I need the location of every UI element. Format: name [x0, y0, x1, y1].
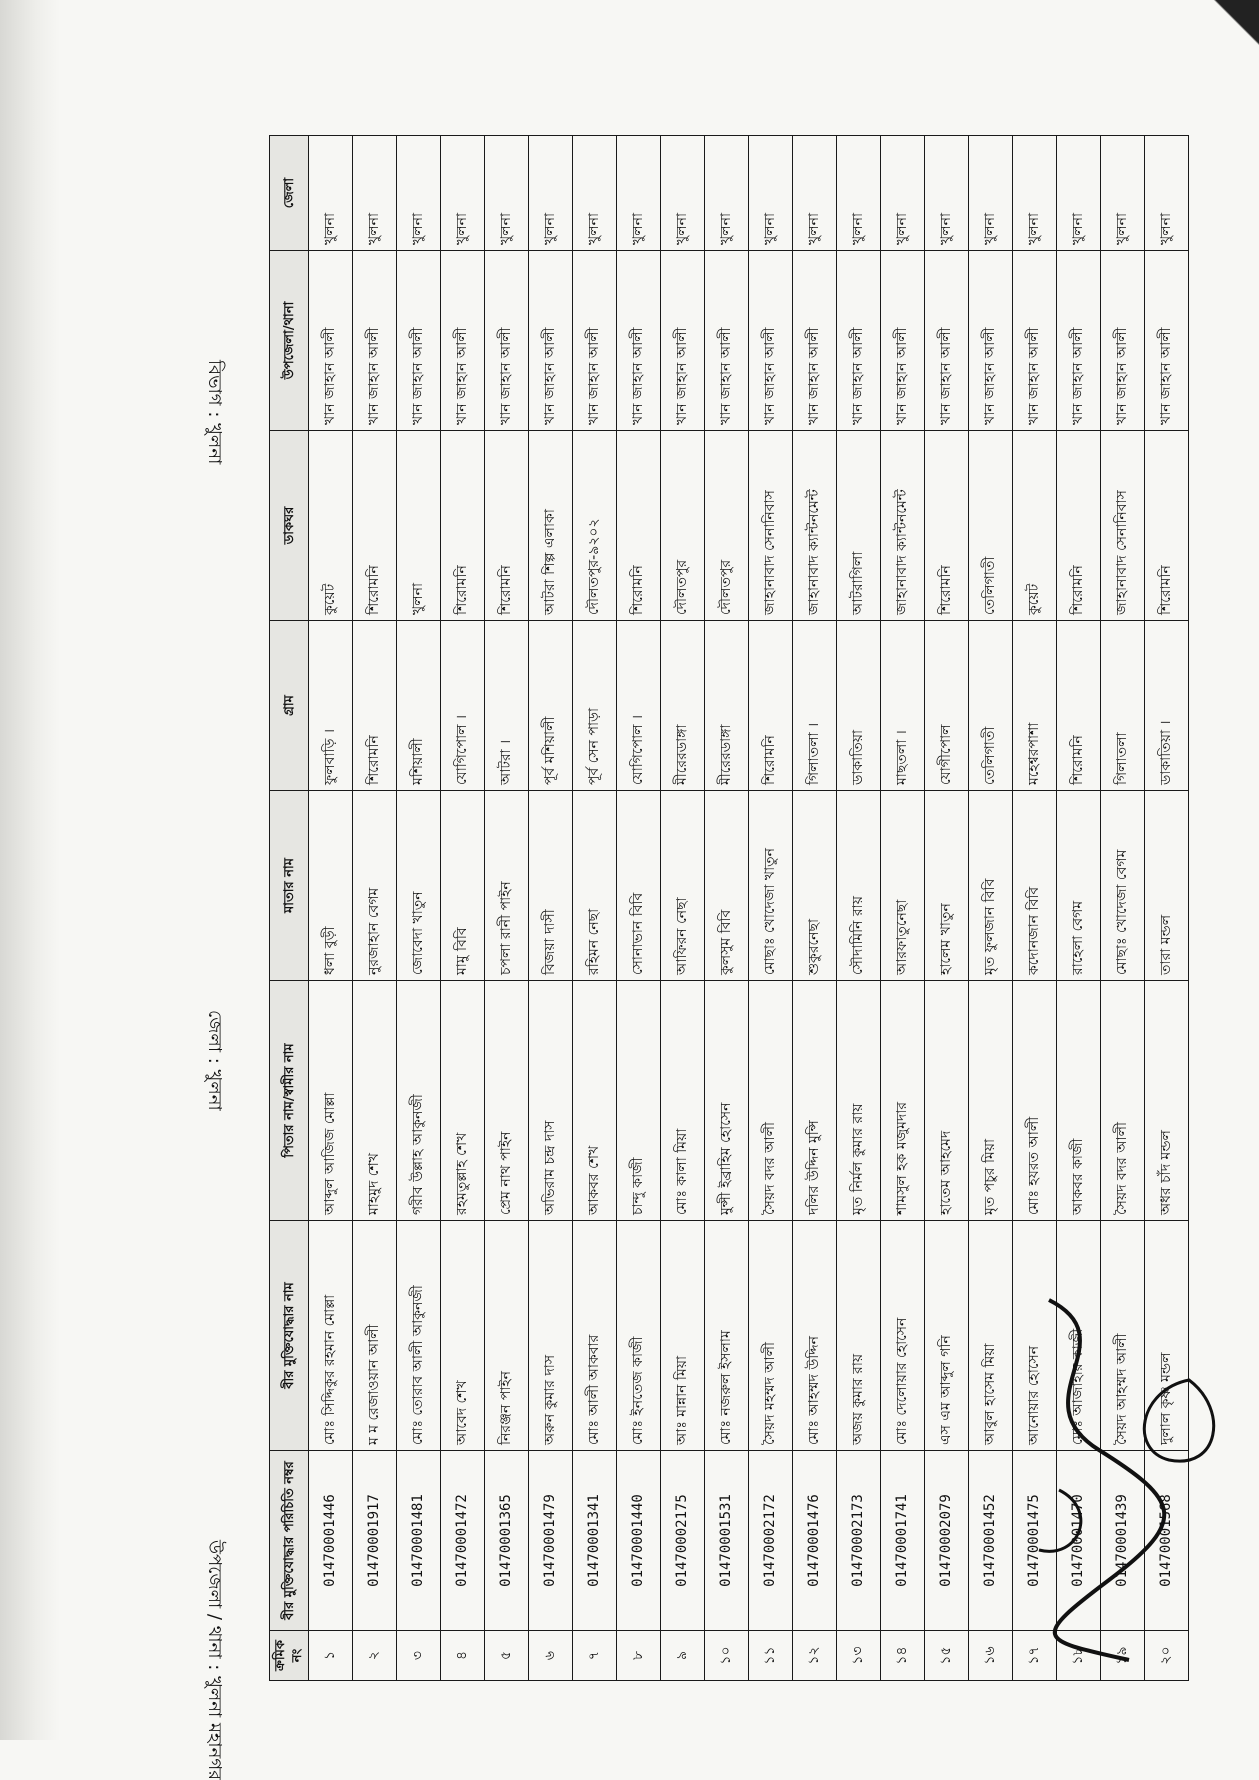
table-cell: আটরাগিলা: [837, 431, 881, 621]
table-cell: 01470001479: [529, 1451, 573, 1631]
table-cell: খুলনা: [617, 136, 661, 251]
table-cell: 01470001568: [1145, 1451, 1189, 1631]
table-cell: মোঃ দেলোয়ার হোসেন: [881, 1221, 925, 1451]
table-cell: শিরোমনি: [441, 431, 485, 621]
table-cell: খুলনা: [485, 136, 529, 251]
upazila-header: উপজেলা / থানা : খুলনা মহানগর: [204, 1540, 225, 1780]
table-cell: খান জাহান আলী: [397, 251, 441, 431]
table-cell: যোগিপোল ।: [617, 621, 661, 791]
table-cell: 01470001452: [969, 1451, 1013, 1631]
table-cell: খান জাহান আলী: [1145, 251, 1189, 431]
table-cell: খুলনা: [1101, 136, 1145, 251]
table-header-row: [270, 136, 309, 1681]
table-cell: খুলনা: [661, 136, 705, 251]
table-cell: ডাকাতিয়া ।: [1145, 621, 1189, 791]
table-cell: মোঃ কালা মিয়া: [661, 981, 705, 1221]
table-cell: চান্দু কাজী: [617, 981, 661, 1221]
table-cell: পূর্ব মশিয়ালী: [529, 621, 573, 791]
table-cell: ১১: [749, 1631, 793, 1681]
table-cell: জাহানাবাদ সেনানিবাস: [749, 431, 793, 621]
table-cell: মাছতলা ।: [881, 621, 925, 791]
table-cell: হাতেম আহমেদ: [925, 981, 969, 1221]
table-row: [353, 136, 397, 1681]
table-cell: খুলনা: [925, 136, 969, 251]
table-row: [309, 136, 353, 1681]
table-cell: ২: [353, 1631, 397, 1681]
table-cell: রহিমন নেছা: [573, 791, 617, 981]
table-cell: অরুন কুমার দাস: [529, 1221, 573, 1451]
column-header: বীর মুক্তিযোদ্ধার পরিচিতি নম্বর: [270, 1451, 309, 1631]
table-cell: শিরোমনি: [617, 431, 661, 621]
table-cell: মৃত ফুলজান বিবি: [969, 791, 1013, 981]
table-cell: 01470002079: [925, 1451, 969, 1631]
division-header: বিভাগ : খুলনা: [204, 360, 225, 465]
table-cell: 01470001472: [441, 1451, 485, 1631]
table-cell: 01470001917: [353, 1451, 397, 1631]
table-cell: জাহানাবাদ ক্যান্টনমেন্ট: [881, 431, 925, 621]
table-cell: এস এম আব্দুল গনি: [925, 1221, 969, 1451]
table-cell: আবেদ শেখ: [441, 1221, 485, 1451]
table-cell: জাহানাবাদ ক্যান্টনমেন্ট: [793, 431, 837, 621]
table-cell: দুলাল কৃষ্ণ মন্ডল: [1145, 1221, 1189, 1451]
table-row: [749, 136, 793, 1681]
table-cell: মোঃ সিদ্দিকুর রহমান মোল্লা: [309, 1221, 353, 1451]
table-cell: 01470001475: [1013, 1451, 1057, 1631]
table-cell: রাহেলা বেগম: [1057, 791, 1101, 981]
table-cell: ম ম রেজাওয়ান আলী: [353, 1221, 397, 1451]
table-cell: জোবেদা খাতুন: [397, 791, 441, 981]
table-cell: হালেম খাতুন: [925, 791, 969, 981]
table-cell: শিরোমনি: [353, 621, 397, 791]
table-cell: সৈয়দ আহম্মদ আলী: [1101, 1221, 1145, 1451]
table-cell: শিরোমনি: [1057, 431, 1101, 621]
table-cell: তেলিগাতী: [969, 431, 1013, 621]
table-cell: শিরোমনি: [925, 431, 969, 621]
table-cell: খুলনা: [705, 136, 749, 251]
table-cell: মোঃ নজরুল ইসলাম: [705, 1221, 749, 1451]
table-cell: ১৮: [1057, 1631, 1101, 1681]
signature-stamp-area: [989, 1260, 1249, 1680]
table-cell: আরফাতুনেছা: [881, 791, 925, 981]
table-cell: ১০: [705, 1631, 749, 1681]
table-cell: খান জাহান আলী: [1101, 251, 1145, 431]
table-cell: জাহানাবাদ সেনানিবাস: [1101, 431, 1145, 621]
table-cell: মোছাঃ খোদেজা খাতুন: [749, 791, 793, 981]
table-cell: আকবর শেখ: [573, 981, 617, 1221]
table-cell: 01470001341: [573, 1451, 617, 1631]
table-row: [925, 136, 969, 1681]
table-cell: ২০: [1145, 1631, 1189, 1681]
handwritten-signature: [989, 1260, 1249, 1680]
table-cell: ৩: [397, 1631, 441, 1681]
table-cell: খান জাহান আলী: [837, 251, 881, 431]
table-cell: 01470001741: [881, 1451, 925, 1631]
table-cell: খুলনা: [793, 136, 837, 251]
table-cell: খুলনা: [309, 136, 353, 251]
table-cell: সৈয়দ বদর আলী: [1101, 981, 1145, 1221]
table-row: [441, 136, 485, 1681]
table-cell: খান জাহান আলী: [881, 251, 925, 431]
table-cell: খান জাহান আলী: [485, 251, 529, 431]
table-cell: পূর্ব সেন পাড়া: [573, 621, 617, 791]
table-cell: খুলনা: [881, 136, 925, 251]
table-cell: খান জাহান আলী: [353, 251, 397, 431]
table-cell: মৃত নির্মল কুমার রায়: [837, 981, 881, 1221]
table-cell: ফুলবাড়ি ।: [309, 621, 353, 791]
table-cell: 01470001481: [397, 1451, 441, 1631]
table-row: [397, 136, 441, 1681]
column-header: গ্রাম: [270, 621, 309, 791]
table-cell: যোগীপোল: [925, 621, 969, 791]
table-cell: মাহমুদ শেখ: [353, 981, 397, 1221]
table-cell: খুলনা: [573, 136, 617, 251]
table-cell: 01470001439: [1101, 1451, 1145, 1631]
table-cell: মোছাঃ খোদেজা বেগম: [1101, 791, 1145, 981]
table-cell: শিরোমনি: [749, 621, 793, 791]
table-cell: মীরেরডাঙ্গা: [705, 621, 749, 791]
table-row: [661, 136, 705, 1681]
table-cell: অধর চাঁদ মন্ডল: [1145, 981, 1189, 1221]
table-cell: আবুল হাসেম মিয়া: [969, 1221, 1013, 1451]
table-cell: কুয়েট: [309, 431, 353, 621]
table-cell: তারা মন্ডল: [1145, 791, 1189, 981]
column-header: বীর মুক্তিযোদ্ধার নাম: [270, 1221, 309, 1451]
table-cell: খুলনা: [837, 136, 881, 251]
column-header: পিতার নাম/স্বামীর নাম: [270, 981, 309, 1221]
table-cell: সৌদামিনি রায়: [837, 791, 881, 981]
table-cell: আব্দুল আজিজ মোল্লা: [309, 981, 353, 1221]
table-cell: শিরোমনি: [1145, 431, 1189, 621]
table-cell: খুলনা: [749, 136, 793, 251]
table-cell: মোঃ আলী আকবার: [573, 1221, 617, 1451]
table-cell: ১২: [793, 1631, 837, 1681]
table-cell: চপলা রানী পাইন: [485, 791, 529, 981]
table-cell: মোঃ আহম্মদ উদ্দিন: [793, 1221, 837, 1451]
table-cell: খান জাহান আলী: [573, 251, 617, 431]
table-cell: প্রেম নাথ পাইন: [485, 981, 529, 1221]
table-cell: মোঃ হযরত আলী: [1013, 981, 1057, 1221]
table-cell: ১৩: [837, 1631, 881, 1681]
table-cell: খান জাহান আলী: [793, 251, 837, 431]
table-cell: খান জাহান আলী: [1013, 251, 1057, 431]
column-header: উপজেলা/থানা: [270, 251, 309, 431]
column-header: ক্রমিক নং: [270, 1631, 309, 1681]
table-cell: মামু বিবি: [441, 791, 485, 981]
table-cell: ১৫: [925, 1631, 969, 1681]
column-header: ডাকঘর: [270, 431, 309, 621]
table-cell: সৈয়দ মহম্মদ আলী: [749, 1221, 793, 1451]
table-cell: খুলনা: [353, 136, 397, 251]
table-cell: কদোনজান বিবি: [1013, 791, 1057, 981]
table-cell: খান জাহান আলী: [529, 251, 573, 431]
table-cell: ৮: [617, 1631, 661, 1681]
table-cell: খুলনা: [1013, 136, 1057, 251]
table-cell: বিজয়া দাসী: [529, 791, 573, 981]
table-cell: নিরঞ্জন পাইন: [485, 1221, 529, 1451]
table-cell: ৬: [529, 1631, 573, 1681]
table-cell: আটরা ।: [485, 621, 529, 791]
table-cell: সৈয়দ বদর আলী: [749, 981, 793, 1221]
table-cell: 01470001531: [705, 1451, 749, 1631]
table-cell: খান জাহান আলী: [969, 251, 1013, 431]
table-cell: ১৭: [1013, 1631, 1057, 1681]
table-cell: ৭: [573, 1631, 617, 1681]
table-cell: আনোয়ার হোসেন: [1013, 1221, 1057, 1451]
table-row: [837, 136, 881, 1681]
table-cell: তেলিগাতী: [969, 621, 1013, 791]
table-cell: খান জাহান আলী: [441, 251, 485, 431]
table-cell: আটরা শিল্প এলাকা: [529, 431, 573, 621]
table-cell: ১৯: [1101, 1631, 1145, 1681]
table-row: [573, 136, 617, 1681]
table-cell: রহমতুল্লাহ শেখ: [441, 981, 485, 1221]
table-cell: ৫: [485, 1631, 529, 1681]
table-cell: গিলাতলা ।: [793, 621, 837, 791]
table-cell: 01470002175: [661, 1451, 705, 1631]
table-cell: 01470001470: [1057, 1451, 1101, 1631]
table-cell: শিরোমনি: [485, 431, 529, 621]
table-cell: খান জাহান আলী: [661, 251, 705, 431]
table-cell: মৃত পচুর মিয়া: [969, 981, 1013, 1221]
table-cell: ৯: [661, 1631, 705, 1681]
table-row: [485, 136, 529, 1681]
table-cell: খুলনা: [397, 136, 441, 251]
table-cell: মোঃ তোরাব আলী আকুনজী: [397, 1221, 441, 1451]
table-cell: খান জাহান আলী: [705, 251, 749, 431]
table-cell: গিলাতলা: [1101, 621, 1145, 791]
table-cell: মীরেরডাঙ্গা: [661, 621, 705, 791]
table-cell: খুলনা: [969, 136, 1013, 251]
table-cell: খান জাহান আলী: [925, 251, 969, 431]
table-cell: কুয়েট: [1013, 431, 1057, 621]
table-cell: 01470001476: [793, 1451, 837, 1631]
table-cell: শিরোমনি: [1057, 621, 1101, 791]
table-cell: মোঃ ইনতেজ কাজী: [617, 1221, 661, 1451]
table-row: [617, 136, 661, 1681]
table-cell: দলির উদ্দিন মুন্সি: [793, 981, 837, 1221]
table-cell: ১৪: [881, 1631, 925, 1681]
table-cell: মশিয়ালী: [397, 621, 441, 791]
table-cell: ৪: [441, 1631, 485, 1681]
table-cell: আঃ মান্নান মিয়া: [661, 1221, 705, 1451]
table-cell: 01470001365: [485, 1451, 529, 1631]
table-row: [529, 136, 573, 1681]
table-cell: দৌলতপুর-৯২০২: [573, 431, 617, 621]
column-header: জেলা: [270, 136, 309, 251]
table-cell: শিরোমনি: [353, 431, 397, 621]
table-cell: ডাকাতিয়া: [837, 621, 881, 791]
table-cell: মুন্সী ইব্রাহিম হোসেন: [705, 981, 749, 1221]
table-cell: অভিরাম চন্দ্র দাস: [529, 981, 573, 1221]
column-header: মাতার নাম: [270, 791, 309, 981]
table-row: [881, 136, 925, 1681]
table-cell: নুরজাহান বেগম: [353, 791, 397, 981]
table-cell: খান জাহান আলী: [749, 251, 793, 431]
table-cell: কুলসুম বিবি: [705, 791, 749, 981]
table-cell: আকবর কাজী: [1057, 981, 1101, 1221]
table-cell: খুলনা: [441, 136, 485, 251]
table-cell: আফিরন নেছা: [661, 791, 705, 981]
table-cell: শামসুল হক মজুমদার: [881, 981, 925, 1221]
table-cell: যোগিপোল ।: [441, 621, 485, 791]
table-cell: দৌলতপুর: [705, 431, 749, 621]
table-cell: দৌলতপুর: [661, 431, 705, 621]
table-cell: অজয় কুমার রায়: [837, 1221, 881, 1451]
table-cell: মোঃ আজাহার কাজী: [1057, 1221, 1101, 1451]
table-cell: খুলনা: [529, 136, 573, 251]
table-cell: খান জাহান আলী: [309, 251, 353, 431]
table-cell: 01470001446: [309, 1451, 353, 1631]
table-cell: খান জাহান আলী: [1057, 251, 1101, 431]
table-cell: খান জাহান আলী: [617, 251, 661, 431]
table-cell: 01470002173: [837, 1451, 881, 1631]
table-cell: শুকুরনেছা: [793, 791, 837, 981]
table-cell: সোনাভান বিবি: [617, 791, 661, 981]
table-cell: মহেশ্বরপাশা: [1013, 621, 1057, 791]
table-cell: খুলনা: [1057, 136, 1101, 251]
table-row: [705, 136, 749, 1681]
district-header: জেলা : খুলনা: [204, 1010, 225, 1111]
table-cell: ১: [309, 1631, 353, 1681]
table-cell: 01470001440: [617, 1451, 661, 1631]
table-cell: ১৬: [969, 1631, 1013, 1681]
table-cell: খুলনা: [1145, 136, 1189, 251]
table-cell: গরীব উল্লাহ আকুনজী: [397, 981, 441, 1221]
table-row: [793, 136, 837, 1681]
table-cell: 01470002172: [749, 1451, 793, 1631]
table-cell: খুলনা: [397, 431, 441, 621]
table-cell: ধলা বুড়ী: [309, 791, 353, 981]
